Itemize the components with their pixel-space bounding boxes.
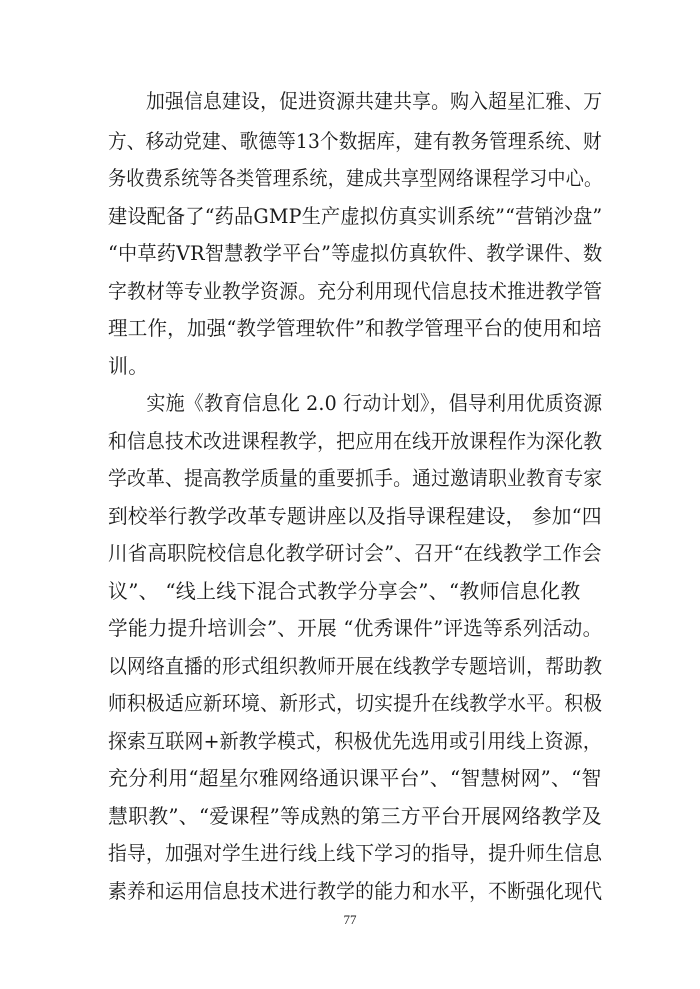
paragraph-line: 川省高职院校信息化教学研讨会”、召开“在线教学工作会 [108,541,602,565]
paragraph-line: 议”、 “线上线下混合式教学分享会”、“教师信息化教 [108,579,581,603]
paragraph-line: 师积极适应新环境、新形式，切实提升在线教学水平。积极 [108,691,603,715]
page-number: 77 [343,912,357,927]
paragraph-line: 慧职教”、“爱课程”等成熟的第三方平台开展网络教学及 [108,804,602,828]
paragraph-line: 到校举行教学改革专题讲座以及指导课程建设， 参加“四 [108,504,602,528]
paragraph-line: 训。 [108,354,149,378]
paragraph-line: 学改革、提高教学质量的重要抓手。通过邀请职业教育专家 [108,466,603,490]
paragraph-line: 探索互联网+新教学模式，积极优先选用或引用线上资源， [108,729,602,753]
paragraph-line: 建设配备了“药品GMP生产虚拟仿真实训系统”“营销沙盘” [108,204,603,228]
paragraph-line: 方、移动党建、歌德等13个数据库，建有教务管理系统、财 [108,129,602,153]
paragraph-line: 以网络直播的形式组织教师开展在线教学专题培训，帮助教 [108,654,603,678]
paragraph-line: “中草药VR智慧教学平台”等虚拟仿真软件、教学课件、数 [108,241,603,265]
paragraph-line: 学能力提升培训会”、开展 “优秀课件”评选等系列活动。 [108,616,603,640]
paragraph-line: 理工作，加强“教学管理软件”和教学管理平台的使用和培 [108,316,602,340]
paragraph-line: 充分利用“超星尔雅网络通识课平台”、“智慧树网”、“智 [108,766,602,790]
paragraph-line: 素养和运用信息技术进行教学的能力和水平，不断强化现代 [108,879,603,903]
paragraph-line: 和信息技术改进课程教学，把应用在线开放课程作为深化教 [108,429,603,453]
paragraph-line: 实施《教育信息化 2.0 行动计划》，倡导利用优质资源 [108,391,603,415]
paragraph-line: 指导，加强对学生进行线上线下学习的指导，提升师生信息 [108,841,603,865]
paragraph-line: 务收费系统等各类管理系统，建成共享型网络课程学习中心。 [108,166,603,190]
paragraph-line: 字教材等专业教学资源。充分利用现代信息技术推进教学管 [108,279,603,303]
paragraph-line: 加强信息建设，促进资源共建共享。购入超星汇雅、万 [108,89,603,113]
